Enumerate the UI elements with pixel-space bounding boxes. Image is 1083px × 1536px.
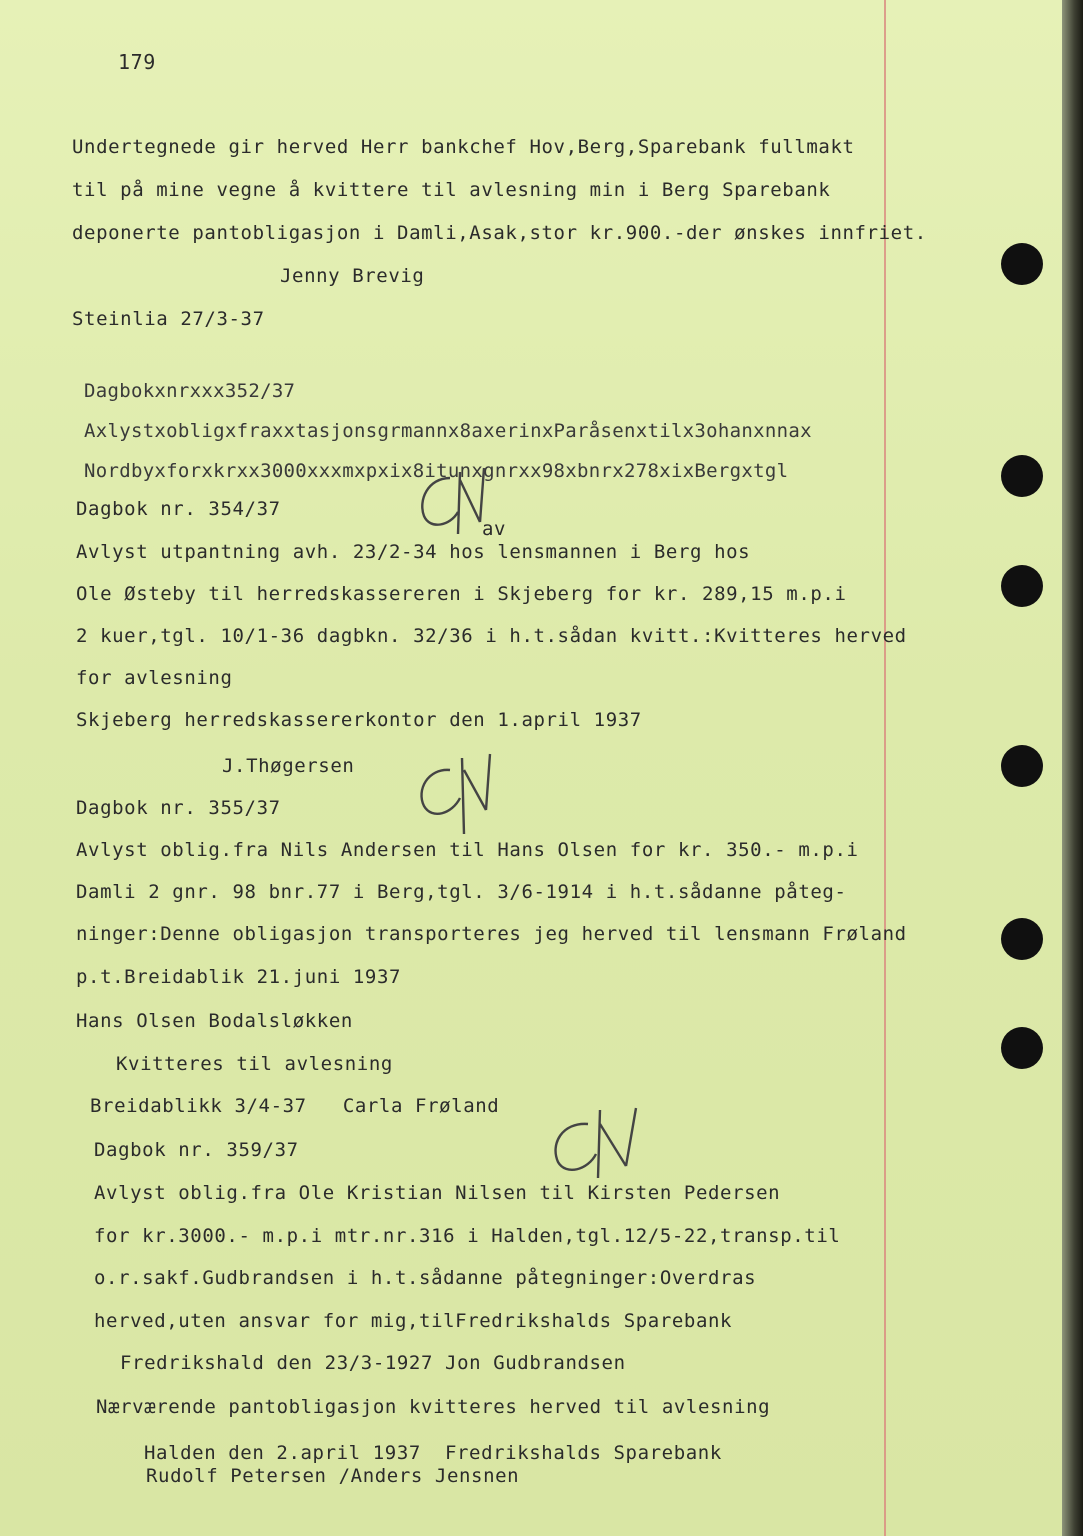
punch-hole	[1001, 455, 1043, 497]
handwritten-initials-mark	[408, 740, 508, 840]
text-line: 2 kuer,tgl. 10/1-36 dagbkn. 32/36 i h.t.sådan kvitt.:Kvitteres herved	[76, 625, 907, 647]
text-line: Skjeberg herredskassererkontor den 1.april 1937	[76, 709, 642, 731]
text-line: Avlyst oblig.fra Nils Andersen til Hans Olsen for kr. 350.- m.p.i	[76, 839, 859, 861]
text-line: deponerte pantobligasjon i Damli,Asak,stor kr.900.-der ønskes innfriet.	[72, 222, 927, 244]
page-edge-shadow	[1062, 0, 1083, 1536]
text-line: ninger:Denne obligasjon transporteres jeg herved til lensmann Frøland	[76, 923, 907, 945]
text-line: Steinlia 27/3-37	[72, 308, 265, 330]
handwritten-note: av	[482, 518, 507, 540]
entry-heading: Dagbok nr. 354/37	[76, 498, 281, 520]
text-line: o.r.sakf.Gudbrandsen i h.t.sådanne påtegninger:Overdras	[94, 1267, 757, 1289]
text-line: Halden den 2.april 1937 Fredrikshalds Sparebank	[144, 1442, 722, 1464]
text-line: for avlesning	[76, 667, 233, 689]
handwritten-initials-mark	[410, 460, 500, 550]
struck-out-line: Dagbokxnrxxx352/37	[84, 380, 296, 402]
struck-out-line: Nordbyxforxkrxx3000xxxmxpxix8itunxgnrxx98xbnrx278xixBergxtgl	[84, 460, 789, 482]
entry-heading: Dagbok nr. 355/37	[76, 797, 281, 819]
signature-line: Jenny Brevig	[280, 265, 425, 287]
struck-out-line: Axlystxobligxfraxxtasjonsgrmannx8axerinxParåsenxtilx3ohanxnnax	[84, 420, 812, 442]
text-line: Fredrikshald den 23/3-1927 Jon Gudbrandsen	[120, 1352, 626, 1374]
text-line: herved,uten ansvar for mig,tilFredrikshalds Sparebank	[94, 1310, 733, 1332]
text-line: Rudolf Petersen /Anders Jensnen	[146, 1465, 520, 1487]
text-line: Damli 2 gnr. 98 bnr.77 i Berg,tgl. 3/6-1914 i h.t.sådanne påteg-	[76, 881, 847, 903]
handwritten-initials-mark	[540, 1100, 660, 1190]
entry-heading: Dagbok nr. 359/37	[94, 1139, 299, 1161]
punch-hole	[1001, 1027, 1043, 1069]
text-line: Ole Østeby til herredskassereren i Skjeberg for kr. 289,15 m.p.i	[76, 583, 847, 605]
text-line: Kvitteres til avlesning	[116, 1053, 393, 1075]
text-line: for kr.3000.- m.p.i mtr.nr.316 i Halden,tgl.12/5-22,transp.til	[94, 1225, 841, 1247]
punch-hole	[1001, 243, 1043, 285]
text-line: Breidablikk 3/4-37 Carla Frøland	[90, 1095, 500, 1117]
text-line: til på mine vegne å kvittere til avlesning min i Berg Sparebank	[72, 179, 831, 201]
signature-line: J.Thøgersen	[222, 755, 355, 777]
text-line: Undertegnede gir herved Herr bankchef Hov,Berg,Sparebank fullmakt	[72, 136, 855, 158]
page-number: 179	[118, 50, 156, 74]
text-line: p.t.Breidablik 21.juni 1937	[76, 966, 402, 988]
text-line: Hans Olsen Bodalsløkken	[76, 1010, 353, 1032]
text-line: Avlyst oblig.fra Ole Kristian Nilsen til Kirsten Pedersen	[94, 1182, 781, 1204]
punch-hole	[1001, 918, 1043, 960]
punch-hole	[1001, 745, 1043, 787]
text-line: Avlyst utpantning avh. 23/2-34 hos lensmannen i Berg hos	[76, 541, 751, 563]
punch-hole	[1001, 565, 1043, 607]
text-line: Nærværende pantobligasjon kvitteres herved til avlesning	[96, 1396, 771, 1418]
